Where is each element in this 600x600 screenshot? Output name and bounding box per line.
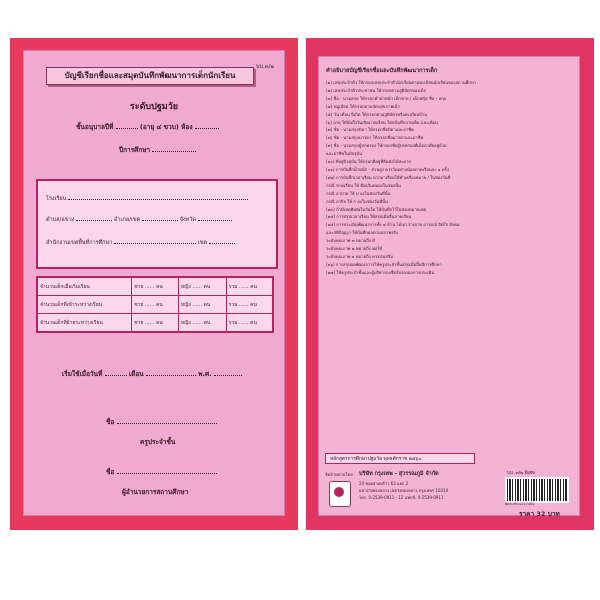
room-field <box>195 122 219 129</box>
male-label: ชาย <box>134 301 144 308</box>
unit-label: คน <box>156 319 163 326</box>
name-label: ชื่อ <box>106 418 115 426</box>
table-row <box>37 277 273 296</box>
education-level: ระดับปฐมวัย <box>129 102 179 112</box>
year-be-label: พ.ศ. <box>198 370 212 378</box>
province-field <box>198 214 232 221</box>
subdistrict-field <box>76 214 112 221</box>
instruction-line: (๙) ชื่อ - นามสกุลผู้ปกครอง ให้กรอกชื่อผู้ปกครองที่เด็กอาศัยอยู่ด้วย <box>326 143 447 149</box>
instruction-line: (๑๑) การบันทึกน้ำหนัก - ส่วนสูง ควรวัดอย่างน้อยภาคเรียนละ ๑ ครั้ง <box>326 166 449 172</box>
male-cell: ชาย ...... คน <box>132 314 179 333</box>
row-label: จำนวนเด็กที่ย้ายระหว่างเรียน <box>37 314 132 333</box>
office-field <box>114 237 196 244</box>
academic-year-field <box>152 145 196 152</box>
female-cell: หญิง ...... คน <box>178 314 226 333</box>
school-label: โรงเรียน <box>46 196 67 202</box>
instruction-line: (๓) ชื่อ - นามสกุล ให้กรอกคำนำหน้า เด็กชาย / เด็กหญิง ชื่อ - สกุล <box>326 95 447 101</box>
instruction-line: กรณี ขาดเรียน ให้ ขีดเส้นทแยงในช่องนั้น <box>326 182 401 188</box>
unit-label: คน <box>203 319 211 326</box>
unit-label: คน <box>250 301 257 308</box>
male-label: ชาย <box>134 283 144 290</box>
instruction-line: (๑๗) ให้ครูประจำชั้นและผู้บริหารลงชื่อรับรองผลการประเมิน <box>326 269 435 275</box>
instruction-line: (๗) ชื่อ - นามสกุลบิดา ให้กรอกชื่อบิดาและอาชีพ <box>326 127 414 133</box>
instruction-line: และสติปัญญา ให้บันทึกผลตามสภาพจริง <box>326 230 398 236</box>
male-cell: ชาย ...... คน <box>132 296 179 314</box>
total-cell: รวม ...... คน <box>226 296 273 314</box>
class-line <box>76 122 219 132</box>
total-label: รวม <box>228 283 238 290</box>
month-field <box>146 369 196 376</box>
row-label: จำนวนเด็กที่เข้าระหว่างเรียน <box>37 296 132 314</box>
teacher-name-field <box>117 417 217 424</box>
publisher-name: บริษัท กรุงเทพ - สุวรรณภูมิ จำกัด <box>359 471 439 477</box>
female-label: หญิง <box>180 283 191 290</box>
unit-label: คน <box>156 283 163 290</box>
row-label: จำนวนเด็กเมื่อเริ่มเรียน <box>37 277 132 296</box>
instruction-line: (๔) หมู่เลือด ให้กรอกตามบัตรสุขภาพเด็ก <box>326 103 400 109</box>
academic-year-label: ปีการศึกษา <box>119 146 151 154</box>
total-cell: รวม ...... คน <box>226 314 273 333</box>
instruction-line: (๘) ชื่อ - นามสกุลมารดา ให้กรอกชื่อมารดาและอาชีพ <box>326 135 424 141</box>
instruction-line: (๒) เลขประจำตัวประชาชน ให้กรอกตามสูติบัตรของเด็ก <box>326 87 427 93</box>
director-name-line <box>106 467 217 477</box>
instruction-line: กรณี ลากิจ ให้ ก ลงในช่องวันที่นั้น <box>326 198 388 204</box>
instruction-line: กรณี ลาป่วย ให้ ป ลงในช่องวันที่นั้น <box>326 190 391 196</box>
instruction-line: ระดับคุณภาพ ๓ หมายถึง ดี <box>326 238 375 244</box>
school-info-box <box>36 179 278 269</box>
total-cell: รวม ...... คน <box>226 277 273 296</box>
age-label: (อายุ ๔ ขวบ) <box>139 123 179 131</box>
instructions-title: คำอธิบายบัญชีเรียกชื่อและบันทึกพัฒนาการเด็ก <box>326 68 438 74</box>
instruction-line: (๑๔) การสรุปเวลาเรียน ให้สรุปเมื่อสิ้นภาคเรียน <box>326 214 412 220</box>
front-cover-panel <box>23 50 285 516</box>
unit-label: คน <box>250 283 257 290</box>
back-cover-panel <box>318 56 580 516</box>
curriculum-box: หลักสูตรการศึกษาปฐมวัย พุทธศักราช ๒๕๖๐ <box>325 453 475 464</box>
director-title: ผู้อำนวยการสถานศึกษา <box>122 488 189 496</box>
publisher-logo <box>329 481 351 507</box>
price: ราคา 32 บาท <box>519 510 560 518</box>
school-line <box>46 193 248 203</box>
province-label: จังหวัด <box>179 217 196 223</box>
district-field <box>142 214 178 221</box>
instruction-line: (๑๓) ถ้ามีเหตุพิเศษในวันใด ให้บันทึกไว้ในช่องหมายเหตุ <box>326 206 427 212</box>
distributor-label: จัดจำหน่ายโดย <box>325 472 353 477</box>
year-field <box>214 369 242 376</box>
teacher-name-line <box>106 417 217 427</box>
unit-label: คน <box>203 301 211 308</box>
instruction-line: (๑) เลขประจำตัว ให้กรอกเลขประจำตัวนักเรียนตามทะเบียนนักเรียนของสถานศึกษา <box>326 80 477 85</box>
male-cell: ชาย ...... คน <box>132 277 179 296</box>
instruction-line: (๑๐) ที่อยู่ปัจจุบัน ให้กรอกที่อยู่ที่ติดต่อได้สะดวก <box>326 159 411 165</box>
start-date-line <box>62 369 242 379</box>
zone-label: เขต <box>197 240 207 246</box>
female-cell: หญิง ...... คน <box>178 296 226 314</box>
barcode-number: 8851904137401 <box>505 502 535 506</box>
instruction-line: (๑๖) การสรุปผลพัฒนาการให้ครูประจำชั้นสรุปเมื่อสิ้นปีการศึกษา <box>326 261 442 267</box>
subdistrict-label: ตำบล/แขวง <box>46 217 75 223</box>
year-line <box>119 145 196 155</box>
room-label: ห้อง <box>181 123 193 131</box>
instruction-line: ระดับคุณภาพ ๒ หมายถึง พอใช้ <box>326 246 383 252</box>
class-field <box>116 122 138 129</box>
zone-field <box>209 237 235 244</box>
unit-label: คน <box>156 301 163 308</box>
table-row <box>37 314 273 333</box>
logo-mark <box>334 487 344 497</box>
instruction-line: (๖) อายุ ให้นับถึงวันเปิดภาคเรียน โดยบันทึกอายุเต็ม และเดือน <box>326 119 438 125</box>
office-label: สำนักงานเขตพื้นที่การศึกษา <box>46 240 113 246</box>
start-date-label: เริ่มใช้เมื่อวันที่ <box>62 370 103 378</box>
publisher-address-1: 24 ซอยลาดพร้าว 63 แยก 2 <box>359 481 409 486</box>
product-code: บบ. ๓/๒ พิเศษ <box>507 471 535 476</box>
student-count-table <box>36 276 274 333</box>
start-day-field <box>105 369 127 376</box>
female-label: หญิง <box>180 301 191 308</box>
back-cover <box>306 38 594 530</box>
publisher-address-2: แขวงวังทองหลาง เขตวังทองหลาง กรุงเทพฯ 10310 <box>359 488 449 493</box>
district-label: อำเภอ/เขต <box>113 217 141 223</box>
school-field <box>68 193 248 200</box>
director-name-field <box>117 467 217 474</box>
table-row <box>37 296 273 314</box>
office-line <box>46 237 235 247</box>
front-cover <box>10 38 298 530</box>
female-label: หญิง <box>180 319 191 326</box>
unit-label: คน <box>250 319 257 326</box>
instruction-line: (๑๕) การประเมินพัฒนาการทั้ง ๔ ด้าน ได้แก่ ร่างกาย อารมณ์ จิตใจ สังคม <box>326 222 460 228</box>
document-title: บัญชีเรียกชื่อและสมุดบันทึกพัฒนาการเด็กนักเรียน <box>46 67 254 85</box>
class-label: ชั้นอนุบาลปีที่ <box>76 123 114 131</box>
total-label: รวม <box>228 301 238 308</box>
unit-label: คน <box>203 283 211 290</box>
male-label: ชาย <box>134 319 144 326</box>
female-cell: หญิง ...... คน <box>178 277 226 296</box>
name-label: ชื่อ <box>106 468 115 476</box>
publisher-phone: โทร. 0-2539-0911 - 12 แฟกซ์. 0-2539-0911 <box>359 495 444 500</box>
instruction-line: (๑๒) การบันทึกเวลาเรียน หากมาเรียนให้ทำเครื่องหมาย / ในช่องวันที่ <box>326 174 451 180</box>
instruction-line: (๕) วัน เดือน ปีเกิด ให้กรอกตามสูติบัตรหรือทะเบียนบ้าน <box>326 111 428 117</box>
form-code: บบ.๓/๒ <box>256 64 274 70</box>
teacher-title: ครูประจำชั้น <box>140 438 176 446</box>
instruction-line: ระดับคุณภาพ ๑ หมายถึง ควรส่งเสริม <box>326 253 393 259</box>
total-label: รวม <box>228 319 238 326</box>
instructions-list <box>326 79 574 277</box>
barcode <box>505 477 569 503</box>
instruction-line: และอาชีพในปัจจุบัน <box>326 151 362 157</box>
address-line <box>46 214 232 224</box>
month-label: เดือน <box>128 370 144 378</box>
